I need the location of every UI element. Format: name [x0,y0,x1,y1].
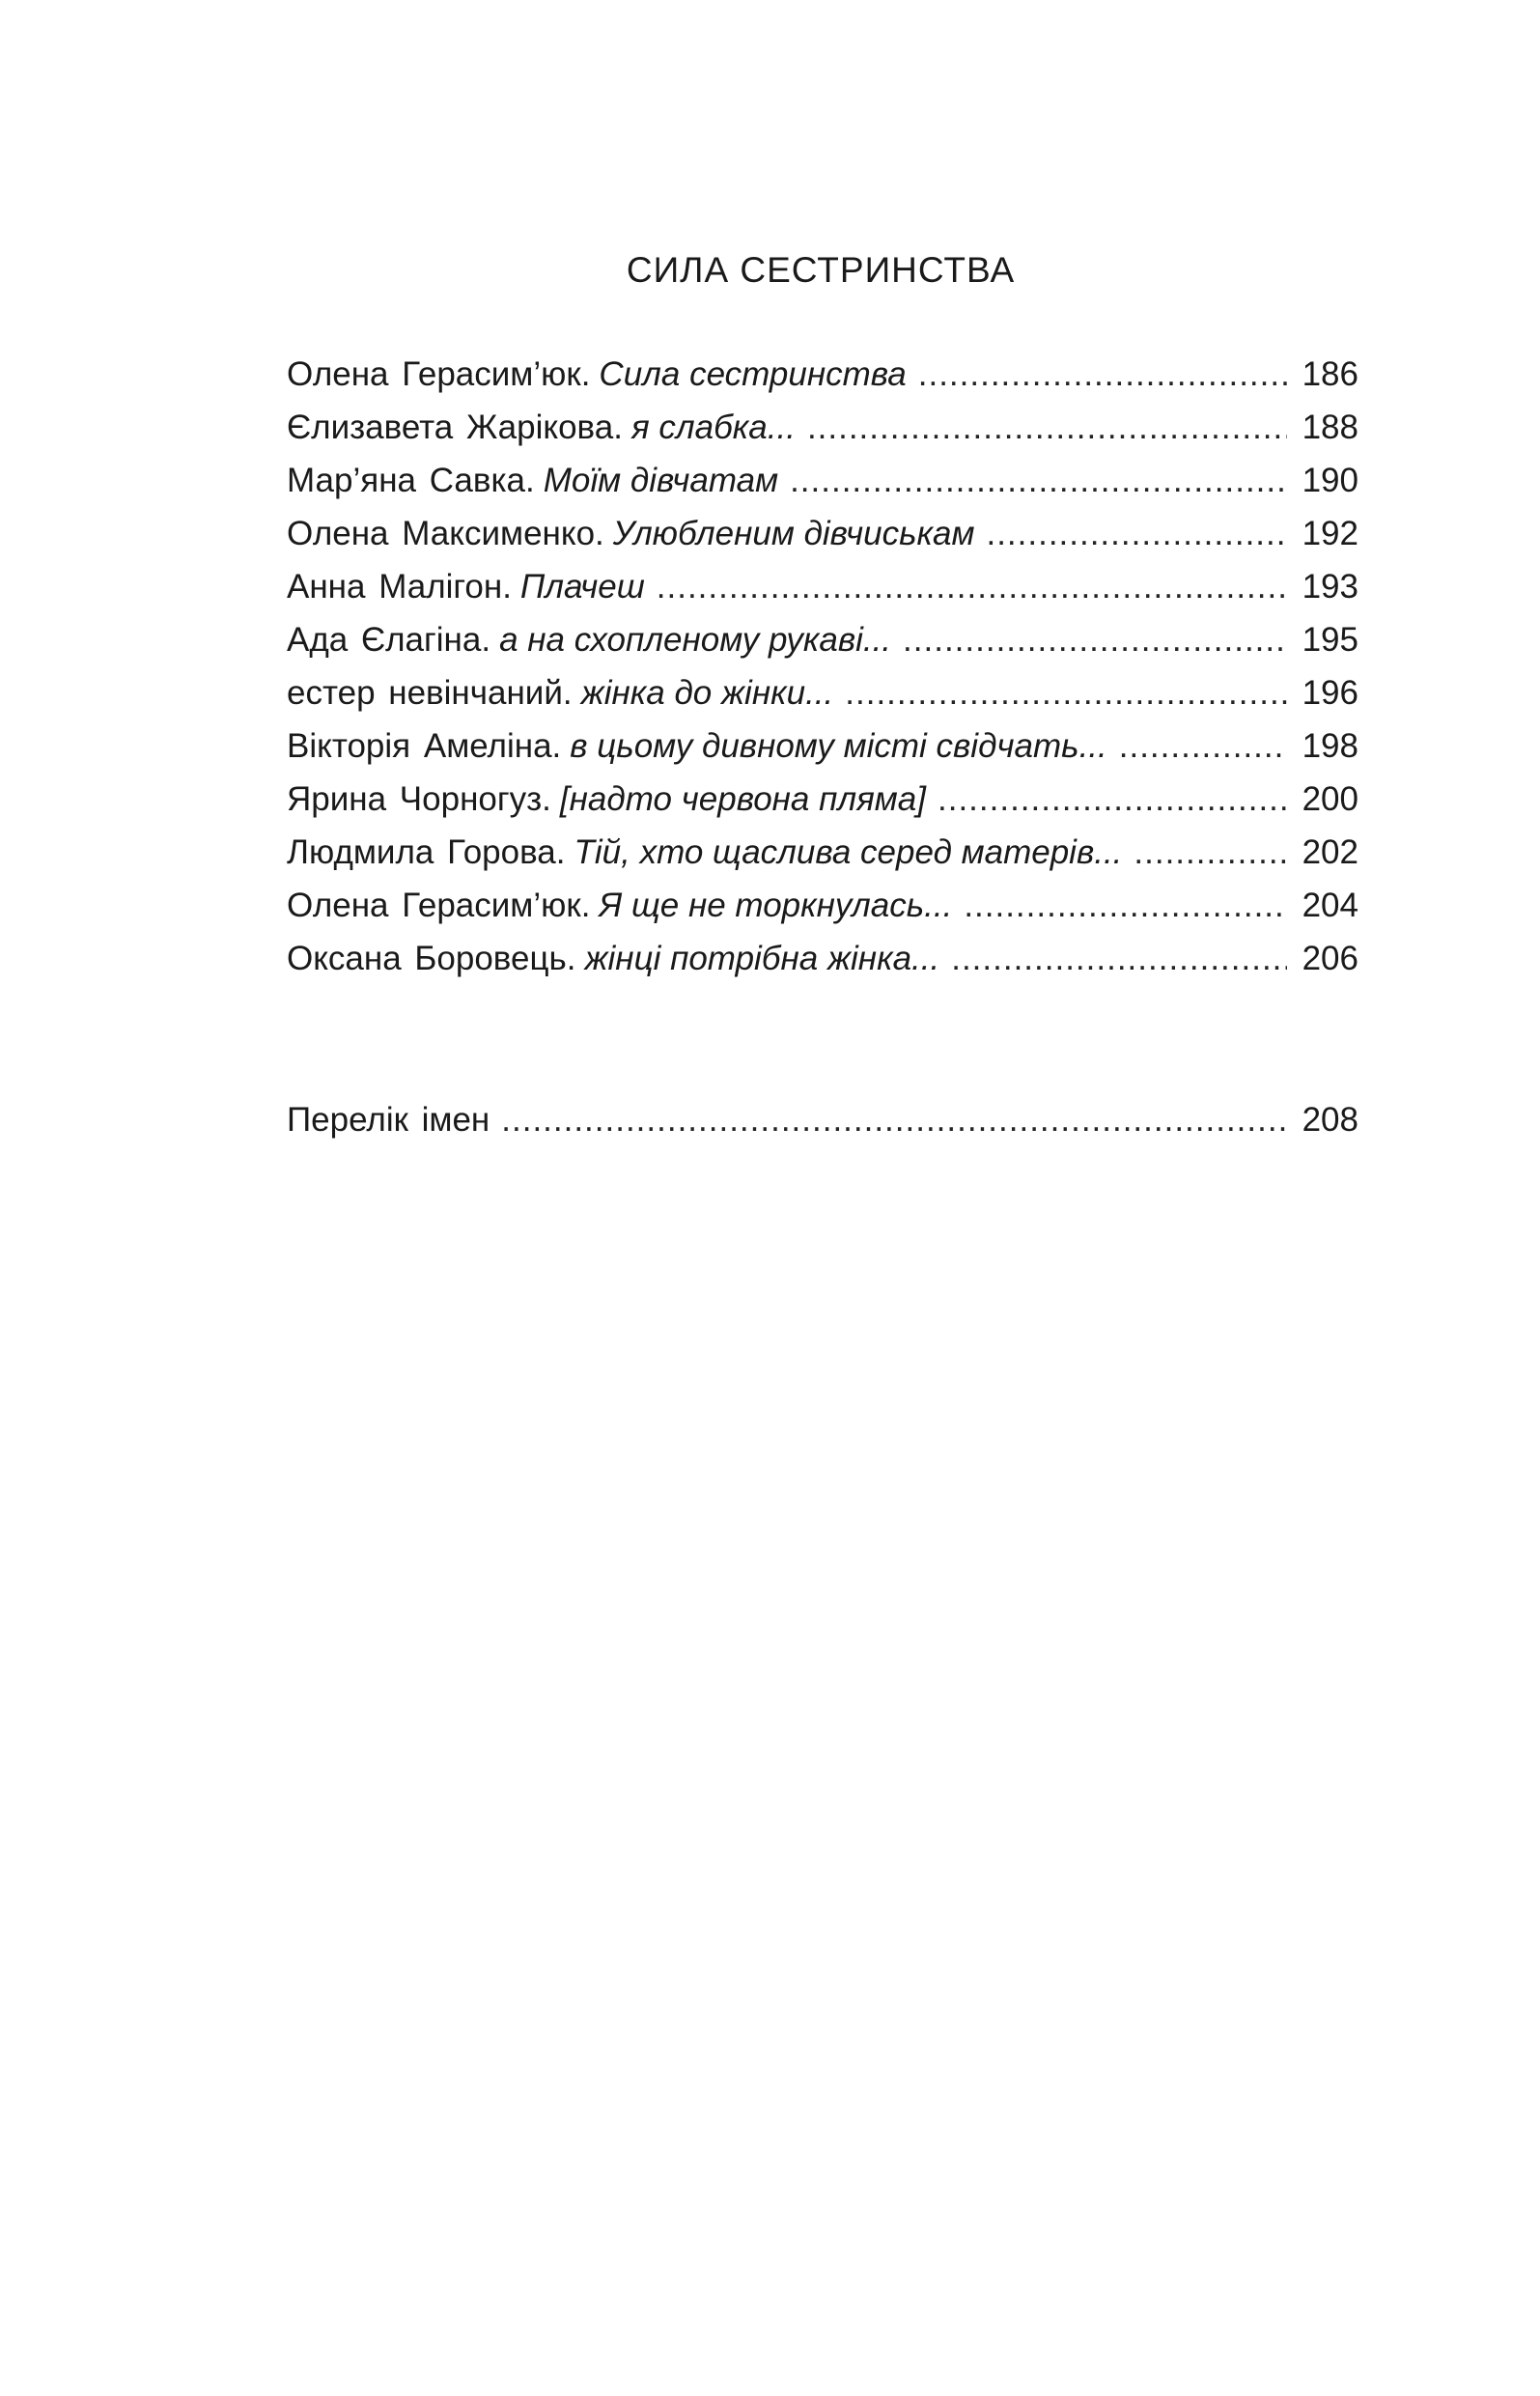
toc-entry-author: Мар’яна Савка. [287,462,535,499]
toc-entry-author: Ярина Чорногуз. [287,780,551,818]
toc-entry-title: а на схопленому рукаві... [499,621,892,659]
toc-entry-author: Анна Малігон. [287,568,512,606]
toc-entry-page: 186 [1302,355,1358,393]
toc-entry-title: в цьому дивному місті свідчать... [570,727,1107,765]
toc-entry-page: 195 [1302,621,1358,659]
dot-leader [790,454,1287,507]
toc-entry-title: Улюбленим дівчиськам [612,515,975,552]
dot-leader [845,666,1287,719]
toc-entry [287,666,1358,719]
toc-entry-author: Олена Герасим’юк. [287,887,591,924]
toc-entry [287,454,1358,507]
toc-entry-page: 196 [1302,674,1358,712]
dot-leader [903,613,1287,666]
toc-list [287,348,1358,985]
toc-entry-page: 188 [1302,409,1358,446]
toc-entry [287,348,1358,401]
dot-leader [938,773,1287,826]
toc-entry-author: Єлизавета Жарікова. [287,409,623,446]
toc-entry [287,932,1358,985]
index-label: Перелік імен [287,1101,490,1139]
toc-entry-author: Людмила Горова. [287,833,566,871]
toc-entry [287,826,1358,879]
toc-entry [287,560,1358,613]
toc-entry [287,401,1358,454]
toc-entry-title: Моїм дівчатам [543,462,779,499]
toc-entry-page: 202 [1302,833,1358,871]
dot-leader [501,1093,1287,1146]
toc-entry-author: Ада Єлагіна. [287,621,491,659]
dot-leader [657,560,1287,613]
toc-entry-title: Плачеш [519,568,645,606]
toc-entry-author: Вікторія Амеліна. [287,727,562,765]
toc-entry-author: Оксана Боровець. [287,940,576,977]
index-page: 208 [1302,1101,1358,1139]
toc-entry [287,719,1358,773]
dot-leader [1119,719,1287,773]
toc-entry-title: я слабка... [630,409,796,446]
section-title: СИЛА СЕСТРИНСТВА [626,250,1016,290]
toc-entry-page: 192 [1302,515,1358,552]
toc-entry [287,773,1358,826]
dot-leader [1134,826,1287,879]
toc-entry [287,507,1358,560]
toc-entry [287,879,1358,932]
toc-entry-title: жінка до жінки... [580,674,834,712]
index-entry [287,1093,1358,1146]
toc-entry-page: 193 [1302,568,1358,606]
toc-entry-page: 198 [1302,727,1358,765]
dot-leader [918,348,1287,401]
toc-entry-page: 200 [1302,780,1358,818]
toc-entry-title: жінці потрібна жінка... [584,940,940,977]
toc-entry-author: естер невінчаний. [287,674,573,712]
toc-entry-title: Я ще не торкнулась... [599,887,953,924]
toc-entry-title: Сила сестринства [599,355,907,393]
dot-leader [964,879,1287,932]
dot-leader [986,507,1287,560]
toc-entry-title: [надто червона пляма] [559,780,926,818]
toc-entry-page: 204 [1302,887,1358,924]
toc-entry-title: Тій, хто щаслива серед матерів... [574,833,1123,871]
toc-entry-author: Олена Максименко. [287,515,604,552]
toc-entry-page: 206 [1302,940,1358,977]
dot-leader [951,932,1287,985]
dot-leader [807,401,1287,454]
index-section [287,1093,1358,1146]
toc-entry-page: 190 [1302,462,1358,499]
toc-entry [287,613,1358,666]
toc-entry-author: Олена Герасим’юк. [287,355,591,393]
